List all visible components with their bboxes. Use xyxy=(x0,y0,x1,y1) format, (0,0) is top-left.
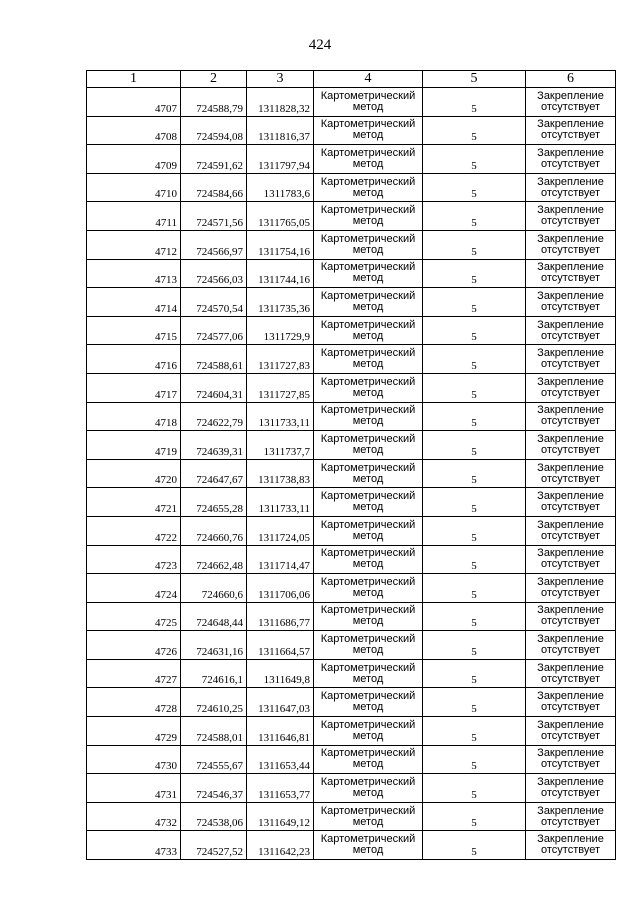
method-cell: Картометрический метод xyxy=(314,230,423,259)
x-coordinate-cell: 724538,06 xyxy=(181,802,247,831)
fixing-cell: Закрепление отсутствует xyxy=(526,345,616,374)
method-cell: Картометрический метод xyxy=(314,259,423,288)
table-row xyxy=(87,631,616,660)
x-coordinate-cell: 724639,31 xyxy=(181,431,247,460)
table-row xyxy=(87,88,616,117)
point-number-cell: 4715 xyxy=(87,316,181,345)
accuracy-cell: 5 xyxy=(423,602,526,631)
x-coordinate-cell: 724610,25 xyxy=(181,688,247,717)
x-coordinate-cell: 724577,06 xyxy=(181,316,247,345)
method-cell: Картометрический метод xyxy=(314,574,423,603)
point-number-cell: 4709 xyxy=(87,145,181,174)
fixing-cell: Закрепление отсутствует xyxy=(526,459,616,488)
y-coordinate-cell: 1311735,36 xyxy=(247,288,314,317)
x-coordinate-cell: 724588,79 xyxy=(181,88,247,117)
table-row xyxy=(87,688,616,717)
y-coordinate-cell: 1311754,16 xyxy=(247,230,314,259)
table-row xyxy=(87,459,616,488)
accuracy-cell: 5 xyxy=(423,345,526,374)
point-number-cell: 4723 xyxy=(87,545,181,574)
method-cell: Картометрический метод xyxy=(314,516,423,545)
method-cell: Картометрический метод xyxy=(314,488,423,517)
fixing-cell: Закрепление отсутствует xyxy=(526,574,616,603)
fixing-cell: Закрепление отсутствует xyxy=(526,116,616,145)
y-coordinate-cell: 1311664,57 xyxy=(247,631,314,660)
table-row xyxy=(87,831,616,860)
table-row xyxy=(87,288,616,317)
table-row xyxy=(87,116,616,145)
table-row xyxy=(87,659,616,688)
x-coordinate-cell: 724570,54 xyxy=(181,288,247,317)
method-cell: Картометрический метод xyxy=(314,774,423,803)
x-coordinate-cell: 724660,76 xyxy=(181,516,247,545)
fixing-cell: Закрепление отсутствует xyxy=(526,202,616,231)
coordinates-table xyxy=(86,70,616,860)
y-coordinate-cell: 1311738,83 xyxy=(247,459,314,488)
point-number-cell: 4717 xyxy=(87,373,181,402)
fixing-cell: Закрепление отсутствует xyxy=(526,373,616,402)
fixing-cell: Закрепление отсутствует xyxy=(526,402,616,431)
table-row xyxy=(87,774,616,803)
point-number-cell: 4724 xyxy=(87,574,181,603)
table-row xyxy=(87,745,616,774)
x-coordinate-cell: 724594,08 xyxy=(181,116,247,145)
fixing-cell: Закрепление отсутствует xyxy=(526,145,616,174)
accuracy-cell: 5 xyxy=(423,230,526,259)
y-coordinate-cell: 1311797,94 xyxy=(247,145,314,174)
y-coordinate-cell: 1311706,06 xyxy=(247,574,314,603)
accuracy-cell: 5 xyxy=(423,516,526,545)
accuracy-cell: 5 xyxy=(423,545,526,574)
table-row xyxy=(87,574,616,603)
column-header: 6 xyxy=(526,71,616,88)
y-coordinate-cell: 1311724,05 xyxy=(247,516,314,545)
x-coordinate-cell: 724566,97 xyxy=(181,230,247,259)
fixing-cell: Закрепление отсутствует xyxy=(526,431,616,460)
x-coordinate-cell: 724584,66 xyxy=(181,173,247,202)
accuracy-cell: 5 xyxy=(423,802,526,831)
method-cell: Картометрический метод xyxy=(314,745,423,774)
column-header: 4 xyxy=(314,71,423,88)
point-number-cell: 4716 xyxy=(87,345,181,374)
method-cell: Картометрический метод xyxy=(314,831,423,860)
accuracy-cell: 5 xyxy=(423,431,526,460)
y-coordinate-cell: 1311686,77 xyxy=(247,602,314,631)
point-number-cell: 4733 xyxy=(87,831,181,860)
fixing-cell: Закрепление отсутствует xyxy=(526,688,616,717)
y-coordinate-cell: 1311642,23 xyxy=(247,831,314,860)
table-row xyxy=(87,802,616,831)
fixing-cell: Закрепление отсутствует xyxy=(526,659,616,688)
table-row xyxy=(87,316,616,345)
fixing-cell: Закрепление отсутствует xyxy=(526,717,616,746)
x-coordinate-cell: 724546,37 xyxy=(181,774,247,803)
accuracy-cell: 5 xyxy=(423,116,526,145)
method-cell: Картометрический метод xyxy=(314,717,423,746)
fixing-cell: Закрепление отсутствует xyxy=(526,831,616,860)
y-coordinate-cell: 1311653,44 xyxy=(247,745,314,774)
accuracy-cell: 5 xyxy=(423,659,526,688)
point-number-cell: 4718 xyxy=(87,402,181,431)
fixing-cell: Закрепление отсутствует xyxy=(526,802,616,831)
y-coordinate-cell: 1311737,7 xyxy=(247,431,314,460)
table-row xyxy=(87,373,616,402)
x-coordinate-cell: 724622,79 xyxy=(181,402,247,431)
x-coordinate-cell: 724648,44 xyxy=(181,602,247,631)
method-cell: Картометрический метод xyxy=(314,88,423,117)
fixing-cell: Закрепление отсутствует xyxy=(526,88,616,117)
y-coordinate-cell: 1311653,77 xyxy=(247,774,314,803)
x-coordinate-cell: 724647,67 xyxy=(181,459,247,488)
method-cell: Картометрический метод xyxy=(314,431,423,460)
fixing-cell: Закрепление отсутствует xyxy=(526,316,616,345)
accuracy-cell: 5 xyxy=(423,288,526,317)
fixing-cell: Закрепление отсутствует xyxy=(526,488,616,517)
accuracy-cell: 5 xyxy=(423,402,526,431)
accuracy-cell: 5 xyxy=(423,745,526,774)
method-cell: Картометрический метод xyxy=(314,345,423,374)
method-cell: Картометрический метод xyxy=(314,145,423,174)
y-coordinate-cell: 1311714,47 xyxy=(247,545,314,574)
y-coordinate-cell: 1311647,03 xyxy=(247,688,314,717)
point-number-cell: 4719 xyxy=(87,431,181,460)
table-row xyxy=(87,488,616,517)
point-number-cell: 4725 xyxy=(87,602,181,631)
accuracy-cell: 5 xyxy=(423,717,526,746)
point-number-cell: 4713 xyxy=(87,259,181,288)
fixing-cell: Закрепление отсутствует xyxy=(526,631,616,660)
table-row xyxy=(87,230,616,259)
table-row xyxy=(87,202,616,231)
method-cell: Картометрический метод xyxy=(314,802,423,831)
accuracy-cell: 5 xyxy=(423,459,526,488)
table-row xyxy=(87,717,616,746)
y-coordinate-cell: 1311765,05 xyxy=(247,202,314,231)
y-coordinate-cell: 1311783,6 xyxy=(247,173,314,202)
accuracy-cell: 5 xyxy=(423,316,526,345)
fixing-cell: Закрепление отсутствует xyxy=(526,602,616,631)
table-row xyxy=(87,145,616,174)
x-coordinate-cell: 724631,16 xyxy=(181,631,247,660)
method-cell: Картометрический метод xyxy=(314,373,423,402)
table-row xyxy=(87,259,616,288)
y-coordinate-cell: 1311727,85 xyxy=(247,373,314,402)
y-coordinate-cell: 1311729,9 xyxy=(247,316,314,345)
x-coordinate-cell: 724588,01 xyxy=(181,717,247,746)
fixing-cell: Закрепление отсутствует xyxy=(526,288,616,317)
table-row xyxy=(87,431,616,460)
x-coordinate-cell: 724571,56 xyxy=(181,202,247,231)
accuracy-cell: 5 xyxy=(423,574,526,603)
x-coordinate-cell: 724566,03 xyxy=(181,259,247,288)
x-coordinate-cell: 724591,62 xyxy=(181,145,247,174)
method-cell: Картометрический метод xyxy=(314,116,423,145)
method-cell: Картометрический метод xyxy=(314,202,423,231)
table-body xyxy=(87,88,616,860)
accuracy-cell: 5 xyxy=(423,373,526,402)
point-number-cell: 4708 xyxy=(87,116,181,145)
method-cell: Картометрический метод xyxy=(314,173,423,202)
table-row xyxy=(87,545,616,574)
point-number-cell: 4730 xyxy=(87,745,181,774)
point-number-cell: 4727 xyxy=(87,659,181,688)
x-coordinate-cell: 724660,6 xyxy=(181,574,247,603)
method-cell: Картометрический метод xyxy=(314,688,423,717)
accuracy-cell: 5 xyxy=(423,488,526,517)
page-number: 424 xyxy=(308,37,332,53)
accuracy-cell: 5 xyxy=(423,173,526,202)
accuracy-cell: 5 xyxy=(423,688,526,717)
accuracy-cell: 5 xyxy=(423,145,526,174)
point-number-cell: 4711 xyxy=(87,202,181,231)
y-coordinate-cell: 1311744,16 xyxy=(247,259,314,288)
x-coordinate-cell: 724555,67 xyxy=(181,745,247,774)
fixing-cell: Закрепление отсутствует xyxy=(526,545,616,574)
method-cell: Картометрический метод xyxy=(314,316,423,345)
method-cell: Картометрический метод xyxy=(314,459,423,488)
y-coordinate-cell: 1311649,8 xyxy=(247,659,314,688)
y-coordinate-cell: 1311828,32 xyxy=(247,88,314,117)
x-coordinate-cell: 724588,61 xyxy=(181,345,247,374)
point-number-cell: 4707 xyxy=(87,88,181,117)
point-number-cell: 4710 xyxy=(87,173,181,202)
x-coordinate-cell: 724662,48 xyxy=(181,545,247,574)
column-header: 2 xyxy=(181,71,247,88)
accuracy-cell: 5 xyxy=(423,88,526,117)
fixing-cell: Закрепление отсутствует xyxy=(526,774,616,803)
method-cell: Картометрический метод xyxy=(314,402,423,431)
method-cell: Картометрический метод xyxy=(314,631,423,660)
x-coordinate-cell: 724616,1 xyxy=(181,659,247,688)
x-coordinate-cell: 724527,52 xyxy=(181,831,247,860)
column-header: 3 xyxy=(247,71,314,88)
y-coordinate-cell: 1311649,12 xyxy=(247,802,314,831)
y-coordinate-cell: 1311727,83 xyxy=(247,345,314,374)
point-number-cell: 4726 xyxy=(87,631,181,660)
point-number-cell: 4721 xyxy=(87,488,181,517)
accuracy-cell: 5 xyxy=(423,259,526,288)
column-header: 1 xyxy=(87,71,181,88)
accuracy-cell: 5 xyxy=(423,631,526,660)
accuracy-cell: 5 xyxy=(423,774,526,803)
point-number-cell: 4732 xyxy=(87,802,181,831)
column-header: 5 xyxy=(423,71,526,88)
accuracy-cell: 5 xyxy=(423,831,526,860)
method-cell: Картометрический метод xyxy=(314,602,423,631)
method-cell: Картометрический метод xyxy=(314,659,423,688)
point-number-cell: 4720 xyxy=(87,459,181,488)
method-cell: Картометрический метод xyxy=(314,545,423,574)
table-row xyxy=(87,173,616,202)
y-coordinate-cell: 1311816,37 xyxy=(247,116,314,145)
table-row xyxy=(87,602,616,631)
fixing-cell: Закрепление отсутствует xyxy=(526,745,616,774)
y-coordinate-cell: 1311646,81 xyxy=(247,717,314,746)
fixing-cell: Закрепление отсутствует xyxy=(526,173,616,202)
point-number-cell: 4714 xyxy=(87,288,181,317)
point-number-cell: 4728 xyxy=(87,688,181,717)
point-number-cell: 4722 xyxy=(87,516,181,545)
table-row xyxy=(87,402,616,431)
fixing-cell: Закрепление отсутствует xyxy=(526,516,616,545)
table-row xyxy=(87,516,616,545)
x-coordinate-cell: 724655,28 xyxy=(181,488,247,517)
method-cell: Картометрический метод xyxy=(314,288,423,317)
point-number-cell: 4712 xyxy=(87,230,181,259)
y-coordinate-cell: 1311733,11 xyxy=(247,402,314,431)
table-header-row xyxy=(87,71,616,88)
table-row xyxy=(87,345,616,374)
x-coordinate-cell: 724604,31 xyxy=(181,373,247,402)
y-coordinate-cell: 1311733,11 xyxy=(247,488,314,517)
accuracy-cell: 5 xyxy=(423,202,526,231)
point-number-cell: 4731 xyxy=(87,774,181,803)
fixing-cell: Закрепление отсутствует xyxy=(526,230,616,259)
point-number-cell: 4729 xyxy=(87,717,181,746)
fixing-cell: Закрепление отсутствует xyxy=(526,259,616,288)
